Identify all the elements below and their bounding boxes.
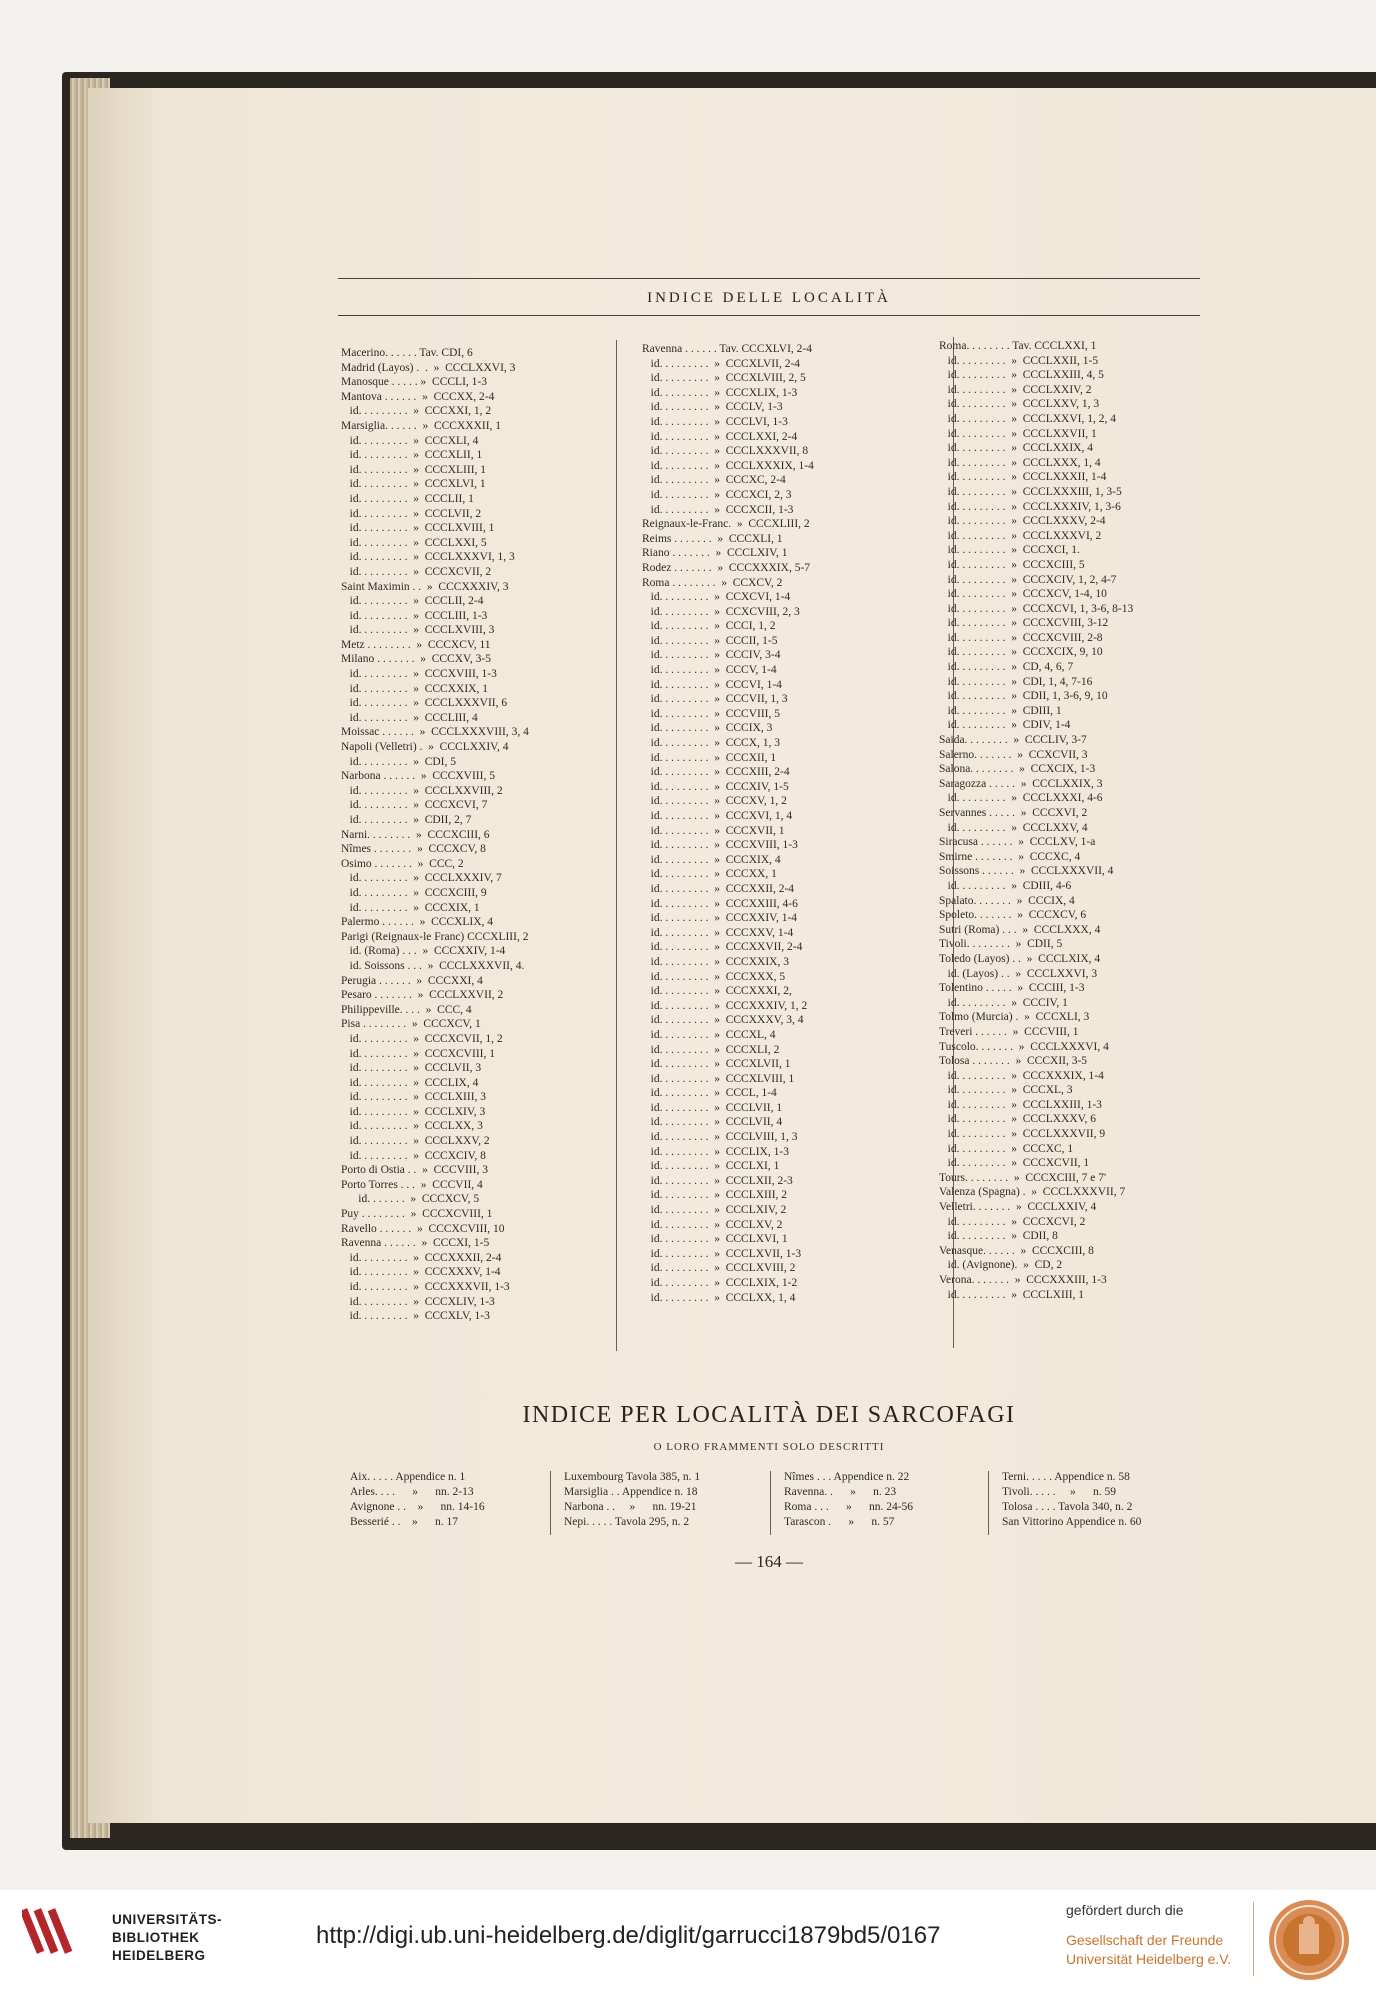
column-separator (770, 1471, 771, 1535)
index-entry: id. . . . . . . . . » CCCLXXVI, 1, 2, 4 (939, 412, 1116, 425)
index-entry: id. . . . . . . . . » CCCXCVII, 1 (939, 1157, 1090, 1170)
column-separator (988, 1471, 989, 1535)
library-name-line2: BIBLIOTHEK (112, 1930, 200, 1945)
index-entry: Osimo . . . . . . . » CCC, 2 (341, 857, 464, 870)
index-entry: Salona. . . . . . . . » CCXCIX, 1-3 (939, 763, 1096, 776)
index-entry: Porto di Ostia . . » CCCVIII, 3 (341, 1164, 488, 1177)
top-rule (338, 278, 1200, 279)
index-entry: Tolosa . . . . Tavola 340, n. 2 (1002, 1501, 1133, 1513)
index-entry: id. . . . . . . . . » CCCLXIV, 3 (341, 1105, 486, 1118)
index-entry: id. . . . . . . . . » CCCLIX, 1-3 (642, 1145, 789, 1158)
sarcophagi-column-4 (1002, 1470, 1141, 1530)
index-entry: id. . . . . . . . . » CCCIX, 3 (642, 722, 773, 735)
index-entry: Luxembourg Tavola 385, n. 1 (564, 1471, 701, 1483)
index-entry: id. . . . . . . . . » CCCXCI, 2, 3 (642, 488, 792, 501)
index-entry: id. . . . . . . . . » CCCXLI, 2 (642, 1043, 780, 1056)
index-entry: id. . . . . . . . . » CCCXVIII, 1-3 (341, 668, 497, 681)
index-entry: Tivoli. . . . . . . . » CDII, 5 (939, 938, 1063, 951)
index-entry: id. . . . . . . . . » CCCVIII, 5 (642, 707, 780, 720)
index-entry: Saragozza . . . . . » CCCLXXIX, 3 (939, 777, 1103, 790)
index-entry: Soissons . . . . . . » CCCLXXXVII, 4 (939, 865, 1114, 878)
index-entry: Reignaux-le-Franc. » CCCXLIII, 2 (642, 518, 810, 531)
index-entry: id. . . . . . . . . » CCCXCVII, 2 (341, 565, 492, 578)
index-entry: Tivoli. . . . . » n. 59 (1002, 1486, 1116, 1498)
index-entry: Nîmes . . . . . . . » CCCXCV, 8 (341, 843, 486, 856)
index-entry: id. . . . . . . . . » CCCLXXI, 5 (341, 536, 487, 549)
index-entry: Tours. . . . . . . . » CCCXCIII, 7 e 7' (939, 1171, 1107, 1184)
index-entry: Saida. . . . . . . . » CCCLIV, 3-7 (939, 734, 1087, 747)
index-entry: id. . . . . . . . . » CCCXL, 4 (642, 1028, 776, 1041)
index-entry: id. . . . . . . . . » CCCLXXVIII, 2 (341, 784, 503, 797)
index-entry: id. . . . . . . . . » CCCLXXV, 2 (341, 1135, 490, 1148)
index-entry: id. . . . . . . . . » CCCXV, 1, 2 (642, 795, 787, 808)
index-entry: id. . . . . . . . . » CCCLXXXIII, 1, 3-5 (939, 485, 1122, 498)
index-entry: id. . . . . . . . . » CCCXXX, 5 (642, 970, 786, 983)
index-entry: id. . . . . . . . . » CCCXIX, 4 (642, 853, 781, 866)
index-entry: id. . . . . . . . . » CCXCVIII, 2, 3 (642, 605, 800, 618)
index-entry: Parigi (Reignaux-le Franc) CCCXLIII, 2 (341, 930, 529, 943)
index-entry: id. . . . . . . . . » CCCXCIV, 1, 2, 4-7 (939, 573, 1117, 586)
index-entry: Tarascon . » n. 57 (784, 1516, 895, 1528)
index-entry: Ravenna . . . . . . » CCCXI, 1-5 (341, 1237, 490, 1250)
index-entry: id. . . . . . . . . » CCCII, 1-5 (642, 634, 778, 647)
index-entry: id. . . . . . . . . » CCCXIV, 1-5 (642, 780, 789, 793)
index-entry: id. . . . . . . . . » CCCXVIII, 1-3 (642, 839, 798, 852)
index-entry: id. . . . . . . . . » CCCLXXI, 2-4 (642, 430, 798, 443)
index-entry: id. . . . . . . . . » CCCXXIII, 4-6 (642, 897, 798, 910)
index-entry: id. . . . . . . . . » CCCLIII, 4 (341, 711, 478, 724)
index-entry: id. . . . . . . . . » CCCXCVIII, 2-8 (939, 631, 1103, 644)
index-entry: id. . . . . . . . . » CCCLXXII, 1-5 (939, 354, 1099, 367)
index-entry: Toledo (Layos) . . » CCCLXIX, 4 (939, 952, 1101, 965)
page-number: — 164 — (735, 1552, 803, 1571)
index-entry: Perugia . . . . . . » CCCXXI, 4 (341, 974, 483, 987)
index-entry: Verona. . . . . . . » CCCXXXIII, 1-3 (939, 1274, 1107, 1286)
index-entry: id. . . . . . . . . » CCCXCII, 1-3 (642, 503, 794, 516)
index-entry: Marsiglia . . Appendice n. 18 (564, 1486, 698, 1498)
index-entry: id. . . . . . . . . » CCCLXXIX, 4 (939, 442, 1093, 455)
index-entry: id. . . . . . . . . » CCCLXXXVI, 1, 3 (341, 551, 515, 564)
index-entry: id. . . . . . . . . » CCCXCVI, 2 (939, 1215, 1086, 1228)
sarcophagi-index-title: INDICE PER LOCALITÀ DEI SARCOFAGI (522, 1402, 1016, 1428)
index-entry: Ravenna . . . . . . Tav. CCCXLVI, 2-4 (642, 343, 812, 355)
index-entry: Mantova . . . . . . » CCCXX, 2-4 (341, 390, 495, 403)
index-entry: Salerno. . . . . . . » CCXCVII, 3 (939, 748, 1088, 761)
index-entry: id. . . . . . . . . » CCCXXVII, 2-4 (642, 941, 803, 954)
permalink-url[interactable]: http://digi.ub.uni-heidelberg.de/diglit/garrucci1879bd5/0167 (316, 1922, 941, 1949)
index-entry: Besserié . . » n. 17 (350, 1516, 458, 1528)
index-entry: id. . . . . . . . . » CCCLXXXIV, 1, 3-6 (939, 500, 1121, 513)
index-entry: Servannes . . . . . » CCCXVI, 2 (939, 807, 1088, 819)
library-name-line1: UNIVERSITÄTS- (112, 1912, 223, 1927)
society-name-line2: Universität Heidelberg e.V. (1066, 1951, 1232, 1967)
index-entry: id. . . . . . . . . » CCCLVIII, 1, 3 (642, 1131, 798, 1144)
index-entry: id. . . . . . . . . » CCCLXV, 2 (642, 1218, 783, 1231)
index-entry: id. . . . . . . . . » CCCLXIII, 2 (642, 1189, 788, 1202)
index-entry: Spoleto. . . . . . . » CCCXCV, 6 (939, 909, 1087, 922)
index-entry: id. . . . . . . . . » CCCLXXIII, 4, 5 (939, 369, 1104, 382)
index-entry: Riano . . . . . . . » CCCLXIV, 1 (642, 547, 788, 560)
index-entry: id. . . . . . . . . » CCCXIII, 2-4 (642, 766, 790, 779)
index-entry: id. . . . . . . . . » CCCLXXXVII, 6 (341, 697, 508, 710)
index-entry: id. . . . . . . . . » CCCXIX, 1 (341, 901, 480, 914)
index-entry: id. . . . . . . . . » CCCLXVIII, 1 (341, 522, 495, 535)
index-entry: id. . . . . . . . . » CDI, 5 (341, 755, 456, 768)
index-entry: id. . . . . . . . . » CCCLVI, 1-3 (642, 415, 788, 428)
index-entry: id. . . . . . . . . » CCCLXXXV, 2-4 (939, 515, 1106, 528)
index-entry: id. . . . . . . . . » CCCLXXXIX, 1-4 (642, 459, 814, 472)
column-separator (550, 1471, 551, 1535)
footer-divider (1253, 1902, 1254, 1976)
index-entry: id. . . . . . . . . » CCCIV, 3-4 (642, 649, 781, 662)
index-entry: id. . . . . . . . . » CD, 4, 6, 7 (939, 661, 1074, 674)
index-entry: id. . . . . . . . . » CCCLIX, 4 (341, 1076, 479, 1089)
index-entry: Madrid (Layos) . . » CCCLXXVI, 3 (341, 361, 516, 374)
society-name-line1: Gesellschaft der Freunde (1066, 1932, 1224, 1948)
index-entry: id. . . . . . . . . » CCCLXVI, 1 (642, 1233, 788, 1246)
index-title: INDICE DELLE LOCALITÀ (647, 290, 891, 306)
index-entry: id. . . . . . . . . » CCCLXVII, 1-3 (642, 1247, 802, 1260)
index-entry: id. . . . . . . . . » CCCXCIX, 9, 10 (939, 646, 1103, 659)
index-entry: Marsiglia. . . . . . » CCCXXXII, 1 (341, 419, 502, 432)
index-entry: id. . . . . . . . . » CCCLXXIII, 1-3 (939, 1098, 1102, 1111)
sarcophagi-index-subtitle: O LORO FRAMMENTI SOLO DESCRITTI (653, 1441, 885, 1453)
index-entry: id. . . . . . . . . » CCCXLIII, 1 (341, 463, 487, 476)
index-entry: id. . . . . . . . . » CCCLXII, 2-3 (642, 1174, 793, 1187)
index-entry: id. . . . . . . . . » CCCXCVII, 1, 2 (341, 1032, 503, 1045)
index-entry: id. . . . . . . . . » CCCXC, 1 (939, 1142, 1074, 1155)
index-entry: id. . . . . . . . . » CDIII, 4-6 (939, 879, 1072, 892)
index-entry: Tolosa . . . . . . . » CCCXII, 3-5 (939, 1055, 1088, 1068)
index-entry: Arles. . . . » nn. 2-13 (350, 1486, 474, 1498)
index-entry: Aix. . . . . Appendice n. 1 (350, 1471, 466, 1483)
index-column-3 (939, 339, 1133, 1302)
index-entry: Ravenna. . » n. 23 (784, 1486, 897, 1498)
index-entry: id. . . . . . . . . » CCCLXXIV, 2 (939, 383, 1092, 396)
index-entry: id. . . . . . . . . » CCCLXIX, 1-2 (642, 1277, 798, 1289)
index-entry: id. . . . . . . . . » CCCXLVIII, 1 (642, 1072, 795, 1085)
index-entry: id. . . . . . . . . » CCCLXX, 3 (341, 1120, 483, 1133)
index-entry: Ravello . . . . . . » CCCXCVIII, 10 (341, 1222, 505, 1235)
index-entry: id. . . . . . . . . » CCCLXXXVII, 8 (642, 445, 809, 458)
index-entry: id. . . . . . . . . » CCCXLVIII, 2, 5 (642, 372, 806, 385)
index-entry: id. . . . . . . . . » CCCXCVI, 1, 3-6, 8-13 (939, 602, 1134, 615)
index-entry: Tolentino . . . . . » CCCIII, 1-3 (939, 982, 1085, 995)
index-entry: Tuscolo. . . . . . . » CCCLXXXVI, 4 (939, 1040, 1109, 1053)
index-entry: Rodez . . . . . . . » CCCXXXIX, 5-7 (642, 561, 811, 574)
sarcophagi-column-3 (784, 1470, 913, 1530)
index-entry: id. . . . . . . . . » CCCLIII, 1-3 (341, 609, 488, 622)
index-entry: id. . . . . . . . . » CCCXVI, 1, 4 (642, 810, 793, 822)
index-entry: id. . . . . . . . . » CCCXCIII, 5 (939, 558, 1085, 571)
index-entry: Narni. . . . . . . . » CCCXCIII, 6 (341, 828, 490, 841)
index-entry: id. . . . . . . . . » CCCLVII, 4 (642, 1116, 783, 1129)
index-entry: Velletri. . . . . . . » CCCLXXIV, 4 (939, 1201, 1097, 1214)
index-entry: Valenza (Spagna) . » CCCLXXXVII, 7 (939, 1186, 1126, 1199)
index-entry: id. . . . . . . . . » CCCLXXV, 1, 3 (939, 398, 1100, 411)
index-entry: Siracusa . . . . . . » CCCLXV, 1-a (939, 836, 1096, 849)
index-entry: Palermo . . . . . . » CCCXLIX, 4 (341, 916, 494, 929)
index-entry: id. . . . . . . . . » CCCXLII, 1 (341, 449, 483, 462)
index-entry: id. . . . . . . . . » CCCXLVII, 1 (642, 1058, 791, 1071)
index-entry: id. . . . . . . . . » CCCXLVI, 1 (341, 478, 486, 491)
index-entry: id. . . . . . . . . » CCCLXIV, 2 (642, 1204, 787, 1217)
index-entry: Manosque . . . . . » CCCLI, 1-3 (341, 376, 487, 389)
index-entry: id. . . . . . . . . » CCCXLVII, 2-4 (642, 357, 801, 370)
index-entry: id. . . . . . . . . » CCCXVII, 1 (642, 824, 785, 837)
index-entry: id. . . . . . . . . » CCCXCIV, 8 (341, 1149, 486, 1162)
index-entry: id. . . . . . . . . » CCCLXXXII, 1-4 (939, 471, 1107, 484)
index-entry: id. . . . . . . . . » CCCLVII, 3 (341, 1062, 482, 1075)
index-entry: Roma. . . . . . . . Tav. CCCLXXI, 1 (939, 340, 1097, 352)
index-entry: id. . . . . . . . . » CCCXLI, 4 (341, 434, 479, 447)
index-entry: id. . . . . . . . . » CCCXCVIII, 3-12 (939, 617, 1109, 630)
index-entry: id. . . . . . . . . » CCCLV, 1-3 (642, 401, 783, 414)
index-entry: id. (Avignone). » CD, 2 (939, 1259, 1063, 1272)
index-entry: id. . . . . . . . . » CCCI, 1, 2 (642, 620, 776, 633)
index-entry: Pisa . . . . . . . . » CCCXCV, 1 (341, 1018, 481, 1031)
sarcophagi-column-2 (564, 1470, 700, 1530)
supported-by-text: gefördert durch die (1066, 1902, 1184, 1918)
index-entry: id. . . . . . . . . » CCCXXXV, 3, 4 (642, 1014, 804, 1027)
index-entry: id. . . . . . . . . » CCCXXIV, 1-4 (642, 912, 798, 925)
index-entry: id. . . . . . . . . » CCCIV, 1 (939, 996, 1068, 1009)
index-entry: Tolmo (Murcia) . » CCCXLI, 3 (939, 1011, 1090, 1024)
index-entry: id. . . . . . . . . » CDII, 1, 3-6, 9, 10 (939, 690, 1108, 703)
index-entry: Saint Maximin . . » CCCXXXIV, 3 (341, 580, 509, 593)
index-entry: id. . . . . . . » CCCXCV, 5 (341, 1193, 480, 1206)
index-entry: id. Soissons . . . » CCCLXXXVII, 4. (341, 959, 525, 972)
index-entry: Smirne . . . . . . . » CCCXC, 4 (939, 850, 1081, 863)
index-entry: id. . . . . . . . . » CCCLXX, 1, 4 (642, 1291, 796, 1304)
index-entry: id. . . . . . . . . » CCCXXV, 1-4 (642, 926, 794, 939)
index-entry: id. . . . . . . . . » CCCV, 1-4 (642, 664, 777, 677)
index-entry: id. . . . . . . . . » CCCXXXII, 2-4 (341, 1251, 502, 1264)
index-entry: id. . . . . . . . . » CCCXXXI, 2, (642, 985, 792, 998)
index-entry: id. . . . . . . . . » CCCLXI, 1 (642, 1160, 780, 1173)
index-entry: Narbona . . . . . . » CCCXVIII, 5 (341, 770, 495, 783)
index-entry: id. . . . . . . . . » CCCLXIII, 1 (939, 1288, 1085, 1301)
index-entry: id. . . . . . . . . » CCCXCV, 1-4, 10 (939, 588, 1107, 601)
ub-heidelberg-logo-icon (22, 1902, 80, 1960)
index-entry: id. . . . . . . . . » CCCXLV, 1-3 (341, 1310, 490, 1323)
index-entry: id. . . . . . . . . » CCCLXXXVII, 9 (939, 1128, 1106, 1141)
index-entry: Moissac . . . . . . » CCCLXXXVIII, 3, 4 (341, 726, 529, 739)
library-name-line3: HEIDELBERG (112, 1948, 206, 1963)
index-entry: id. . . . . . . . . » CCCXCI, 1. (939, 544, 1080, 557)
index-entry: id. . . . . . . . . » CDIII, 1 (939, 704, 1062, 717)
index-entry: Nepi. . . . . Tavola 295, n. 2 (564, 1516, 690, 1528)
index-entry: id. . . . . . . . . » CDII, 8 (939, 1230, 1058, 1243)
index-entry: Reims . . . . . . . » CCCXLI, 1 (642, 532, 783, 545)
index-entry: id. . . . . . . . . » CCCX, 1, 3 (642, 737, 781, 750)
index-entry: id. . . . . . . . . » CDII, 2, 7 (341, 814, 472, 826)
title-rule (338, 315, 1200, 316)
index-entry: Roma . . . » nn. 24-56 (784, 1501, 914, 1513)
index-entry: Roma . . . . . . . . » CCXCV, 2 (642, 576, 783, 589)
index-entry: Macerino. . . . . . Tav. CDI, 6 (341, 347, 473, 359)
index-entry: id. . . . . . . . . » CCCXL, 3 (939, 1084, 1073, 1097)
index-entry: id. . . . . . . . . » CCCXXIX, 3 (642, 955, 789, 968)
index-entry: id. . . . . . . . . » CCCXXII, 2-4 (642, 882, 795, 895)
index-entry: id. . . . . . . . . » CCCXXI, 1, 2 (341, 405, 492, 418)
index-entry: id. . . . . . . . . » CCCXXXIV, 1, 2 (642, 999, 808, 1012)
index-entry: Puy . . . . . . . . » CCCXCVIII, 1 (341, 1208, 493, 1221)
index-entry: Avignone . . » nn. 14-16 (350, 1501, 485, 1513)
index-entry: id. (Layos) . . » CCCLXXVI, 3 (939, 967, 1098, 980)
index-column-2 (642, 342, 814, 1305)
index-entry: Narbona . . » nn. 19-21 (564, 1501, 697, 1513)
index-entry: id. . . . . . . . . » CCCLXXX, 1, 4 (939, 456, 1101, 469)
index-entry: id. . . . . . . . . » CDI, 1, 4, 7-16 (939, 675, 1093, 688)
index-entry: id. . . . . . . . . » CCCLXXVII, 1 (939, 427, 1097, 440)
index-entry: id. . . . . . . . . » CCCLII, 1 (341, 492, 474, 505)
index-entry: id. . . . . . . . . » CCCLXXXV, 6 (939, 1113, 1096, 1126)
index-entry: id. . . . . . . . . » CCCL, 1-4 (642, 1087, 777, 1100)
index-entry: id. . . . . . . . . » CCCXXIX, 1 (341, 682, 488, 695)
index-entry: Milano . . . . . . . » CCCXV, 3-5 (341, 653, 491, 666)
index-entry: id. . . . . . . . . » CCCXCIII, 9 (341, 886, 487, 899)
index-entry: id. . . . . . . . . » CCCLXXXIV, 7 (341, 872, 502, 885)
index-entry: id. . . . . . . . . » CCCXXXIX, 1-4 (939, 1069, 1104, 1082)
index-entry: Sutri (Roma) . . . » CCCLXXX, 4 (939, 923, 1101, 936)
index-entry: id. . . . . . . . . » CCCXLIX, 1-3 (642, 386, 798, 399)
index-entry: id. . . . . . . . . » CCCXXXVII, 1-3 (341, 1281, 510, 1293)
index-entry: Pesaro . . . . . . . » CCCLXXVII, 2 (341, 989, 504, 1002)
index-entry: id. . . . . . . . . » CCCLXVIII, 2 (642, 1262, 796, 1275)
index-entry: Terni. . . . . Appendice n. 58 (1002, 1471, 1130, 1483)
index-entry: id. . . . . . . . . » CCCVII, 1, 3 (642, 693, 788, 706)
index-entry: id. . . . . . . . . » CCCXCVIII, 1 (341, 1047, 495, 1060)
index-entry: Philippeville. . . . » CCC, 4 (341, 1003, 472, 1016)
index-entry: id. . . . . . . . . » CCCVI, 1-4 (642, 678, 782, 691)
column-separator (616, 340, 617, 1351)
index-entry: id. . . . . . . . . » CCCLXXV, 4 (939, 821, 1088, 834)
index-entry: id. (Roma) . . . » CCCXXIV, 1-4 (341, 945, 506, 958)
index-entry: id. . . . . . . . . » CCCLXVIII, 3 (341, 624, 495, 637)
index-entry: Napoli (Velletri) . » CCCLXXIV, 4 (341, 741, 509, 754)
index-entry: Spalato. . . . . . . » CCCIX, 4 (939, 894, 1075, 907)
index-entry: id. . . . . . . . . » CCCXC, 2-4 (642, 474, 786, 487)
index-column-1 (341, 346, 529, 1324)
index-entry: id. . . . . . . . . » CCCLXXXI, 4-6 (939, 792, 1103, 805)
index-entry: id. . . . . . . . . » CCCLXIII, 3 (341, 1091, 487, 1104)
index-entry: id. . . . . . . . . » CCCXX, 1 (642, 868, 777, 881)
index-entry: id. . . . . . . . . » CCCXLIV, 1-3 (341, 1295, 495, 1308)
viewer-footer (0, 1890, 1376, 1990)
index-entry: id. . . . . . . . . » CCXCVI, 1-4 (642, 591, 791, 604)
index-entry: Treveri . . . . . . » CCCVIII, 1 (939, 1025, 1079, 1038)
index-entry: San Vittorino Appendice n. 60 (1002, 1516, 1142, 1528)
index-entry: Venasque. . . . . . » CCCXCIII, 8 (939, 1244, 1094, 1257)
index-entry: Metz . . . . . . . . » CCCXCV, 11 (341, 638, 491, 651)
index-entry: id. . . . . . . . . » CCCXXXV, 1-4 (341, 1266, 501, 1279)
index-entry: id. . . . . . . . . » CCCLVII, 1 (642, 1101, 783, 1114)
index-entry: id. . . . . . . . . » CCCXII, 1 (642, 751, 777, 764)
index-entry: Porto Torres . . . » CCCVII, 4 (341, 1178, 483, 1191)
index-entry: id. . . . . . . . . » CCCLXXXVI, 2 (939, 529, 1102, 542)
index-entry: Nîmes . . . Appendice n. 22 (784, 1471, 910, 1483)
index-entry: id. . . . . . . . . » CCCXCVI, 7 (341, 799, 488, 812)
index-entry: id. . . . . . . . . » CCCLVII, 2 (341, 507, 482, 520)
sarcophagi-column-1 (350, 1470, 485, 1530)
index-entry: id. . . . . . . . . » CDIV, 1-4 (939, 719, 1071, 732)
index-entry: id. . . . . . . . . » CCCLII, 2-4 (341, 595, 484, 608)
university-seal-icon (1267, 1898, 1351, 1982)
